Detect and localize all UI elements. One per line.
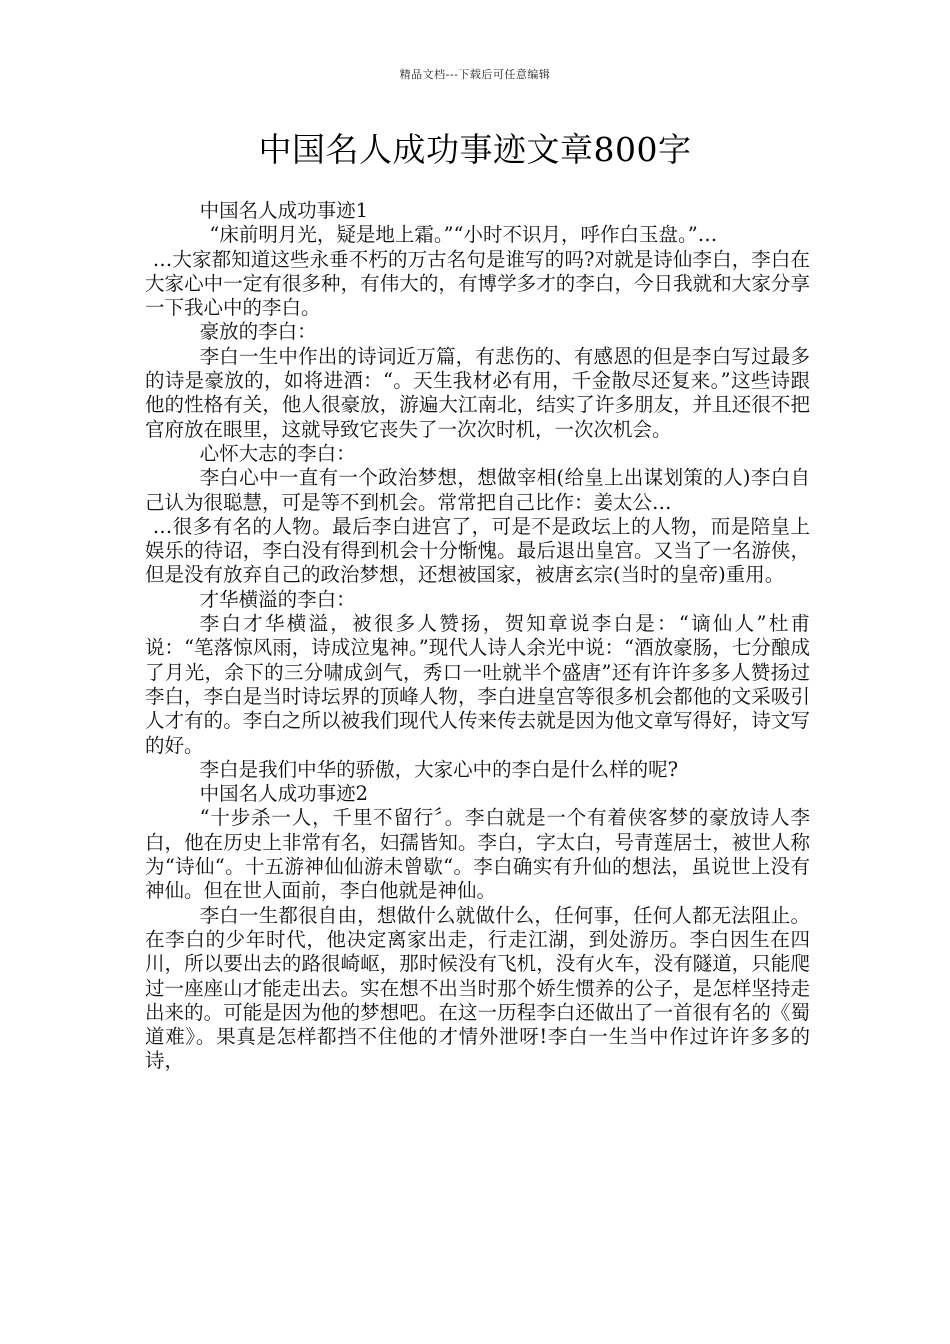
document-body: [145, 199, 810, 1074]
paragraph: …大家都知道这些永垂不朽的万古名句是谁写的吗?对就是诗仙李白，李白在大家心中一定有很多种，有伟大的，有博学多才的李白，今日我就和大家分享一下我心中的李白。: [145, 247, 810, 320]
subheading-haofang: 豪放的李白：: [199, 320, 317, 344]
section-heading-2: 中国名人成功事迹2: [199, 782, 369, 806]
paragraph: 李白一生中作出的诗词近万篇，有悲伤的、有感恩的但是李白写过最多的诗是豪放的，如将进酒：“。天生我材必有用，千金散尽还复来。”这些诗跟他的性格有关，他人很豪放，游遍大江南北，结实了许多朋友，并且还很不把官府放在眼里，这就导致它丧失了一次次时机，一次次机会。: [145, 344, 810, 441]
document-title: 中国名人成功事迹文章800字: [258, 130, 692, 169]
header-note: 精品文档---下载后可任意编辑: [399, 68, 551, 81]
paragraph: 李白是我们中华的骄傲，大家心中的李白是什么样的呢?: [199, 757, 679, 781]
subheading-xinhuaidazhi: 心怀大志的李白：: [199, 441, 356, 465]
paragraph-quote-1: “床前明月光，疑是地上霜。”“小时不识月，呼作白玉盘。”…: [209, 223, 718, 247]
paragraph: “十步杀一人，千里不留行〞。李白就是一个有着侠客梦的豪放诗人李白，他在历史上非常有名，妇孺皆知。李白，字太白，号青莲居士，被世人称为“诗仙“。十五游神仙仙游未曾歇“。李白确实有升仙的想法，虽说世上没有神仙。但在世人面前，李白他就是神仙。: [145, 806, 810, 903]
section-heading-1: 中国名人成功事迹1: [199, 199, 369, 222]
paragraph: 李白才华横溢，被很多人赞扬，贺知章说李白是：“谪仙人”杜甫说：“笔落惊风雨，诗成泣鬼神。”现代人诗人余光中说：“酒放豪肠，七分酿成了月光，余下的三分啸成剑气，秀口一吐就半个盛唐”还有许许多多人赞扬过李白，李白是当时诗坛界的顶峰人物，李白进皇宫等很多机会都他的文采吸引人才有的。李白之所以被我们现代人传来传去就是因为他文章写得好，诗文写的好。: [145, 612, 810, 757]
paragraph: …很多有名的人物。最后李白进宫了，可是不是政坛上的人物，而是陪皇上娱乐的待诏，李白没有得到机会十分惭愧。最后退出皇宫。又当了一名游侠，但是没有放弃自己的政治梦想，还想被国家，被唐玄宗(当时的皇帝)重用。: [145, 514, 810, 587]
subheading-caihua: 才华横溢的李白：: [199, 587, 356, 611]
paragraph: 李白心中一直有一个政治梦想，想做宰相(给皇上出谋划策的人)李白自己认为很聪慧，可是等不到机会。常常把自己比作：姜太公…: [145, 466, 810, 514]
paragraph: 李白一生都很自由，想做什么就做什么，任何事，任何人都无法阻止。在李白的少年时代，他决定离家出走，行走江湖，到处游历。李白因生在四川，所以要出去的路很崎岖，那时候没有飞机，没有火车，没有隧道，只能爬过一座座山才能走出去。实在想不出当时那个娇生惯养的公子，是怎样坚持走出来的。可能是因为他的梦想吧。在这一历程李白还做出了一首很有名的《蜀道难》。果真是怎样都挡不住他的才情外泄呀!李白一生当中作过许许多多的诗，: [145, 903, 810, 1073]
